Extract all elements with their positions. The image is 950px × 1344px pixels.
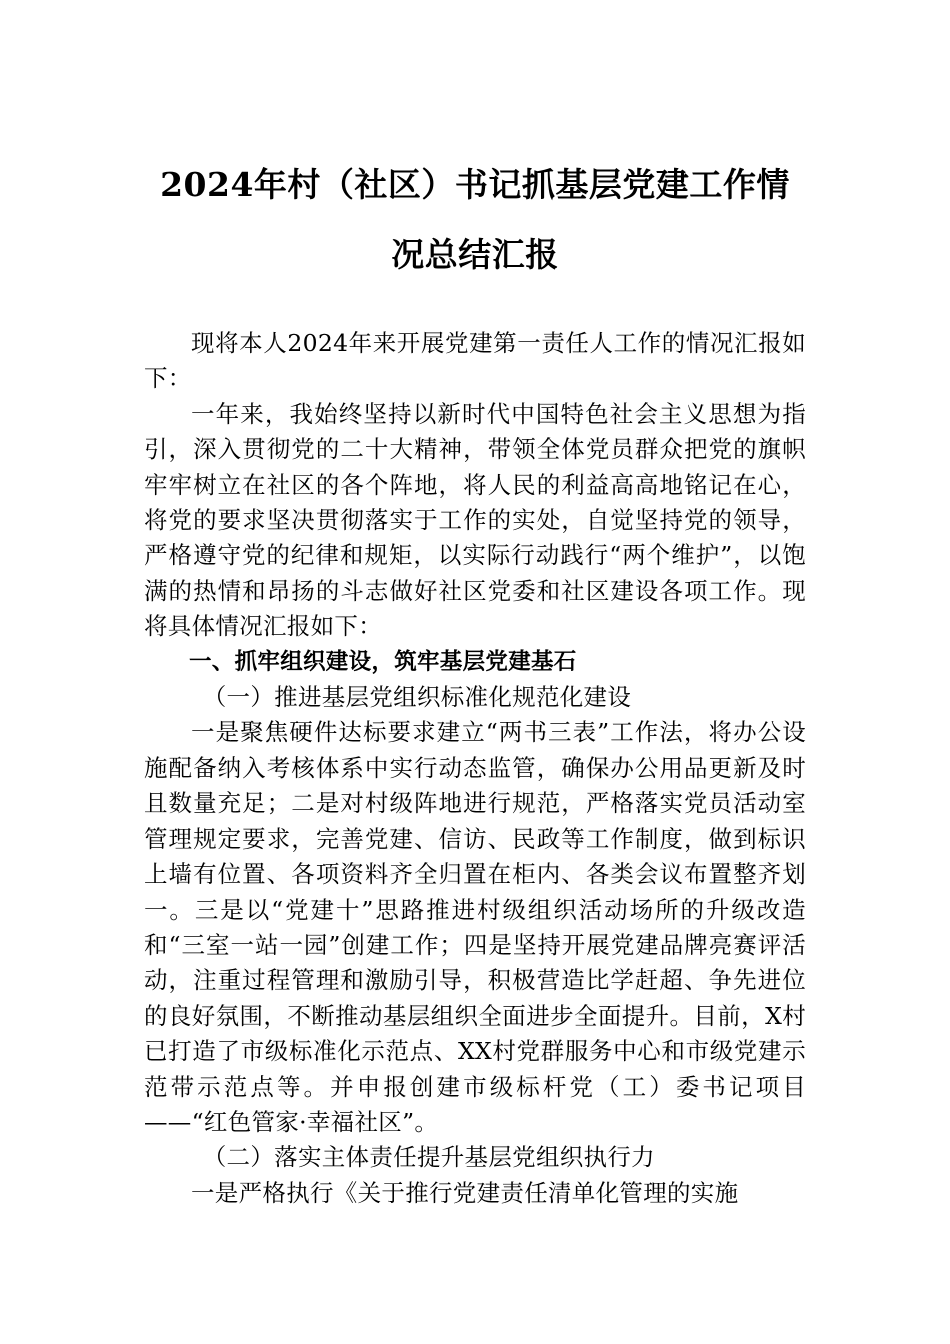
title-line-2: 况总结汇报 (391, 235, 559, 274)
paragraph-subsection-2: 一是严格执行《关于推行党建责任清单化管理的实施 (191, 1178, 739, 1207)
section-heading-1: 一、抓牢组织建设，筑牢基层党建基石 (189, 648, 577, 675)
title-line-1: 2024年村（社区）书记抓基层党建工作情 (160, 165, 790, 204)
document-body (144, 326, 806, 1211)
subsection-heading-2: （二）落实主体责任提升基层党组织执行力 (202, 1143, 655, 1172)
paragraph-subsection-1: 一是聚焦硬件达标要求建立“两书三表”工作法，将办公设施配备纳入考核体系中实行动态监管，确保办公用品更新及时且数量充足；二是对村级阵地进行规范，严格落实党员活动室管理规定要求，完善党建、信访、民政等工作制度，做到标识上墙有位置、各项资料齐全归置在柜内、各类会议布置整齐划一。三是以“党建十”思路推进村级组织活动场所的升级改造和“三室一站一园”创建工作；四是坚持开展党建品牌亮赛评活动，注重过程管理和激励引导，积极营造比学赶超、争先进位的良好氛围，不断推动基层组织全面进步全面提升。目前，X村已打造了市级标准化示范点、XX村党群服务中心和市级党建示范带示范点等。并申报创建市级标杆党（工）委书记项目——“红色管家·幸福社区”。 (144, 718, 806, 1136)
subsection-heading-1: （一）推进基层党组织标准化规范化建设 (202, 683, 632, 712)
paragraph-overview: 一年来，我始终坚持以新时代中国特色社会主义思想为指引，深入贯彻党的二十大精神，带领全体党员群众把党的旗帜牢牢树立在社区的各个阵地，将人民的利益高高地铭记在心，将党的要求坚决贯彻落实于工作的实处，自觉坚持党的领导，严格遵守党的纪律和规矩，以实际行动践行“两个维护”，以饱满的热情和昂扬的斗志做好社区党委和社区建设各项工作。现将具体情况汇报如下： (144, 399, 806, 641)
document-title (140, 150, 810, 290)
paragraph-intro: 现将本人2024年来开展党建第一责任人工作的情况汇报如下： (144, 329, 806, 393)
